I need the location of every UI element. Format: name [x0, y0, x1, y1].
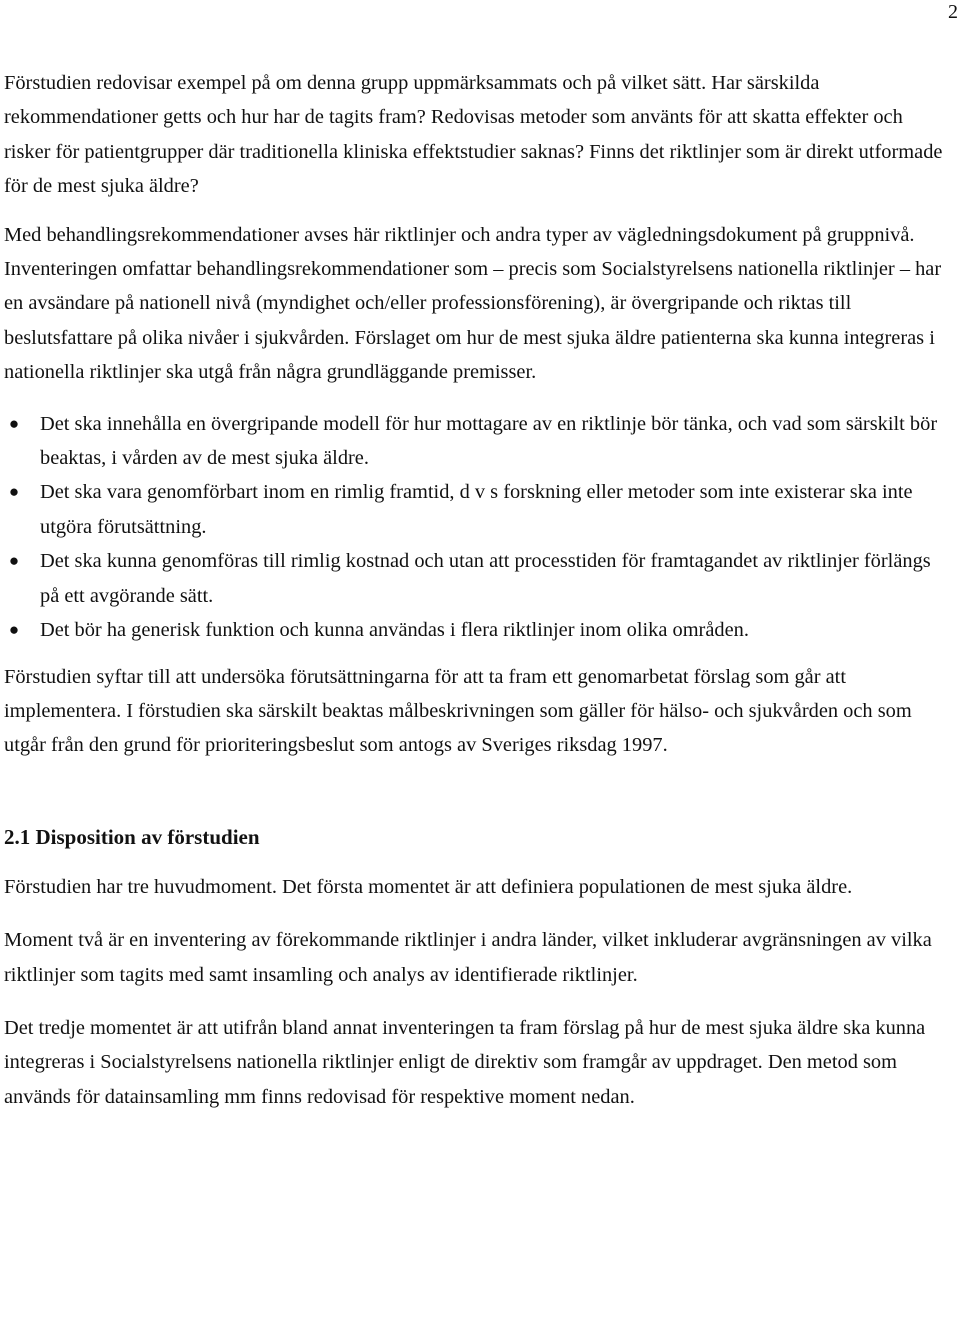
premises-list — [4, 407, 952, 648]
list-item — [4, 613, 952, 647]
paragraph-moment-one: Förstudien har tre huvudmoment. Det första momentet är att definiera populationen de mest sjuka äldre. — [4, 875, 853, 898]
paragraph-purpose: Förstudien syftar till att undersöka förutsättningarna för att ta fram ett genomarbetat förslag som går att implementera. I förstudien ska särskilt beaktas målbeskrivningen som gäller för hälso- och sjukvården och som utgår från den grund för prioriteringsbeslut som antogs av Sveriges riksdag 1997. — [4, 665, 912, 757]
bullet-icon: ● — [8, 413, 20, 433]
document-body — [4, 66, 952, 1114]
paragraph-moment-two: Moment två är en inventering av förekommande riktlinjer i andra länder, vilket inkluderar avgränsningen av vilka riktlinjer som tagits med samt insamling och analys av identifierade riktlinjer. — [4, 929, 932, 986]
bullet-icon: ● — [8, 482, 20, 502]
list-item — [4, 475, 952, 544]
list-item-text: Det bör ha generisk funktion och kunna användas i flera riktlinjer inom olika områden. — [40, 619, 749, 642]
bullet-icon: ● — [8, 551, 20, 571]
list-item — [4, 407, 952, 476]
list-item-text: Det ska innehålla en övergripande modell för hur mottagare av en riktlinje bör tänka, och vad som särskilt bör beaktas, i vården av de mest sjuka äldre. — [40, 412, 938, 470]
bullet-icon: ● — [8, 620, 20, 640]
list-item — [4, 544, 952, 613]
paragraph-intro: Förstudien redovisar exempel på om denna grupp uppmärksammats och på vilket sätt. Har särskilda rekommendationer getts och hur har de tagits fram? Redovisas metoder som använts för att skatta effekter och risker för patientgrupper där traditionella kliniska effektstudier saknas? Finns det riktlinjer som är direkt utformade för de mest sjuka äldre? — [4, 72, 943, 198]
paragraph-moment-three: Det tredje momentet är att utifrån bland annat inventeringen ta fram förslag på hur de mest sjuka äldre ska kunna integreras i Socialstyrelsens nationella riktlinjer enligt de direktiv som framgår av uppdraget. Den metod som används för datainsamling mm finns redovisad för respektive moment nedan. — [4, 1016, 926, 1108]
list-item-text: Det ska vara genomförbart inom en rimlig framtid, d v s forskning eller metoder som inte existerar ska inte utgöra förutsättning. — [40, 481, 913, 538]
page-number: 2 — [948, 1, 958, 23]
paragraph-recommendations: Med behandlingsrekommendationer avses här riktlinjer och andra typer av vägledningsdokument på gruppnivå. Inventeringen omfattar behandlingsrekommendationer som – precis som Socialstyrelsens nationella riktlinjer – har en avsändare på nationell nivå (myndighet och/eller professionsförening), är övergripande och riktas till beslutsfattare på olika nivåer i sjukvården. Förslaget om hur de mest sjuka äldre patienterna ska kunna integreras i nationella riktlinjer ska utgå från några grundläggande premisser. — [4, 223, 942, 384]
section-heading: 2.1 Disposition av förstudien — [4, 824, 260, 849]
list-item-text: Det ska kunna genomföras till rimlig kostnad och utan att processtiden för framtagandet av riktlinjer förlängs på ett avgörande sätt. — [40, 550, 931, 607]
